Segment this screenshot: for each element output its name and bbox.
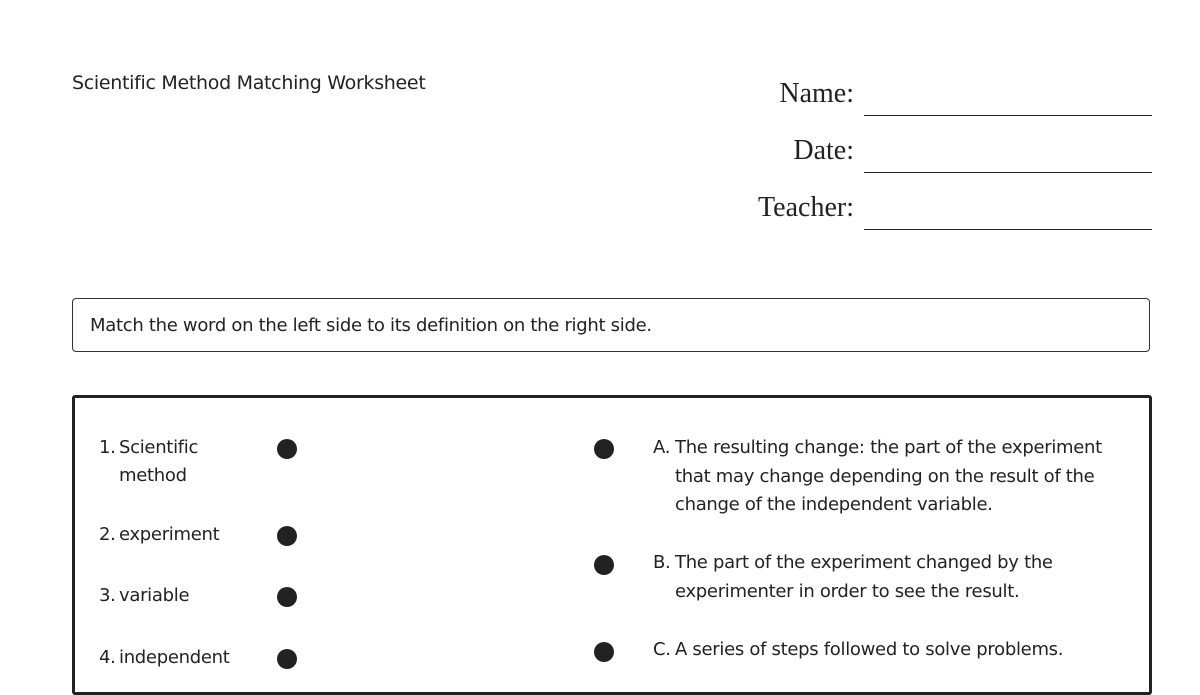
definition-connector-dot[interactable] [594,555,614,575]
term-item [99,644,269,672]
definition-text: A series of steps followed to solve problems. [675,639,1064,660]
term-text: variable [119,585,190,606]
term-text: independent [119,647,230,668]
teacher-label: Teacher: [758,192,854,223]
definition-text: The part of the experiment changed by the experimenter in order to see the result. [675,552,1053,602]
term-connector-dot[interactable] [277,526,297,546]
date-label: Date: [793,135,854,166]
term-number: 3. [99,585,116,606]
instructions-text: Match the word on the left side to its definition on the right side. [90,314,652,336]
definition-item [653,636,1113,665]
term-number: 4. [99,647,116,668]
date-line[interactable] [864,171,1152,173]
name-label: Name: [779,78,854,109]
date-field[interactable] [793,133,1152,173]
definition-letter: A. [653,437,671,458]
term-item [99,521,259,549]
term-number: 2. [99,524,116,545]
term-item [99,582,259,610]
definition-item [653,549,1113,606]
definition-letter: B. [653,552,671,573]
teacher-line[interactable] [864,228,1152,230]
term-text: experiment [119,524,220,545]
definition-connector-dot[interactable] [594,642,614,662]
term-connector-dot[interactable] [277,439,297,459]
instructions-box [72,298,1150,352]
definition-connector-dot[interactable] [594,439,614,459]
term-number: 1. [99,437,116,458]
term-item [99,434,209,490]
term-text: Scientific method [119,437,199,486]
definition-text: The resulting change: the part of the experiment that may change depending on the result of the change of the independent variable. [675,437,1102,515]
teacher-field[interactable] [758,190,1152,230]
term-connector-dot[interactable] [277,649,297,669]
definition-item [653,434,1113,520]
name-line[interactable] [864,114,1152,116]
worksheet-title: Scientific Method Matching Worksheet [72,72,426,94]
definition-letter: C. [653,639,671,660]
term-connector-dot[interactable] [277,587,297,607]
name-field[interactable] [779,76,1152,116]
